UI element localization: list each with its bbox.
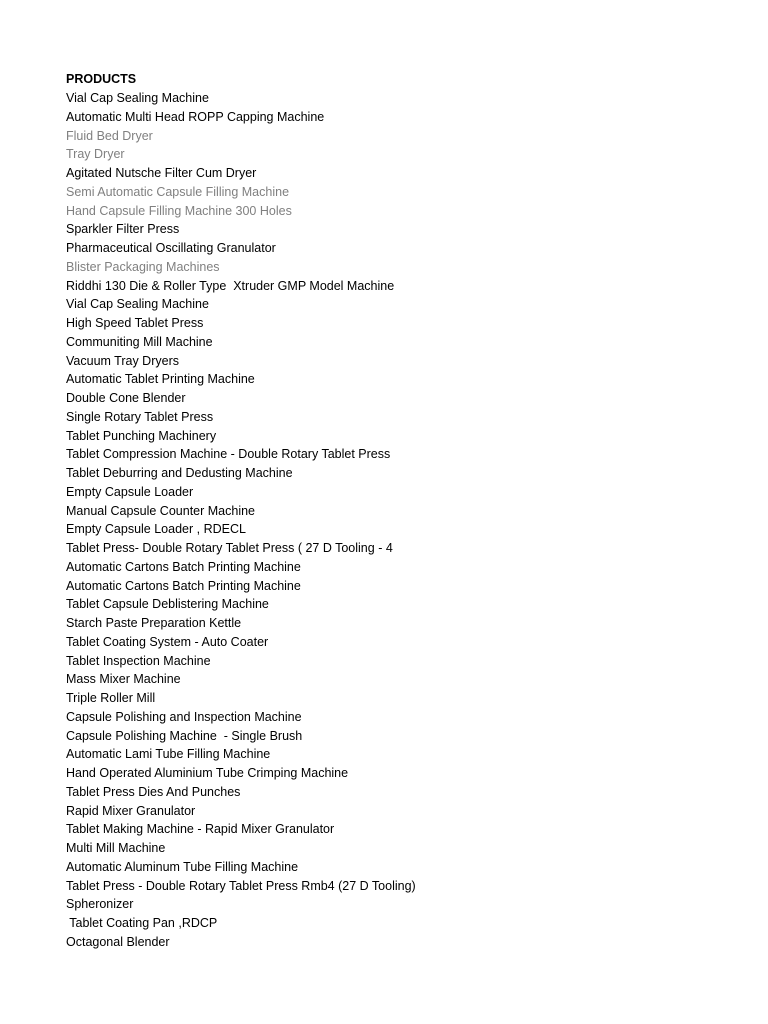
product-list-item: Octagonal Blender bbox=[66, 934, 170, 949]
product-list-item: Empty Capsule Loader , RDECL bbox=[66, 522, 246, 537]
product-list-item: Tablet Compression Machine - Double Rotary Tablet Press bbox=[66, 447, 391, 462]
product-list-item: Vial Cap Sealing Machine bbox=[66, 91, 209, 105]
product-list-item: Tablet Making Machine - Rapid Mixer Granulator bbox=[66, 822, 335, 837]
product-list-item: Agitated Nutsche Filter Cum Dryer bbox=[66, 166, 257, 180]
product-list-item: Empty Capsule Loader bbox=[66, 484, 194, 499]
product-list-item: Tablet Press Dies And Punches bbox=[66, 784, 241, 799]
product-list-item: Tablet Capsule Deblistering Machine bbox=[66, 597, 269, 612]
product-list-item: Rapid Mixer Granulator bbox=[66, 803, 196, 818]
product-list bbox=[66, 89, 748, 952]
product-list-item: Vial Cap Sealing Machine bbox=[66, 297, 209, 312]
product-list-item: Automatic Multi Head ROPP Capping Machine bbox=[66, 109, 325, 124]
product-list-item: Automatic Cartons Batch Printing Machine bbox=[66, 559, 301, 574]
document-page bbox=[66, 70, 748, 952]
product-list-item: Tablet Press - Double Rotary Tablet Press Rmb4 (27 D Tooling) bbox=[66, 878, 416, 893]
product-list-item: Spheronizer bbox=[66, 897, 134, 912]
product-list-item: Automatic Lami Tube Filling Machine bbox=[66, 747, 271, 762]
product-list-item: High Speed Tablet Press bbox=[66, 316, 204, 330]
product-list-item: Blister Packaging Machines bbox=[66, 259, 220, 274]
product-list-item: Tablet Coating Pan ,RDCP bbox=[66, 916, 218, 930]
product-list-item: Tablet Punching Machinery bbox=[66, 428, 217, 443]
product-list-item: Manual Capsule Counter Machine bbox=[66, 503, 255, 518]
product-list-item: Automatic Aluminum Tube Filling Machine bbox=[66, 859, 299, 874]
product-list-item: Vacuum Tray Dryers bbox=[66, 353, 179, 368]
product-list-item: Multi Mill Machine bbox=[66, 841, 166, 855]
product-list-item: Automatic Tablet Printing Machine bbox=[66, 372, 255, 387]
products-heading: PRODUCTS bbox=[66, 72, 137, 86]
product-list-item: Tablet Deburring and Dedusting Machine bbox=[66, 466, 293, 480]
product-list-item: Tablet Inspection Machine bbox=[66, 653, 211, 668]
product-list-item: Starch Paste Preparation Kettle bbox=[66, 616, 242, 630]
product-list-item: Tray Dryer bbox=[66, 147, 125, 162]
product-list-item: Hand Capsule Filling Machine 300 Holes bbox=[66, 203, 292, 218]
product-list-item: Riddhi 130 Die & Roller Type Xtruder GMP Model Machine bbox=[66, 278, 395, 293]
product-list-item: Automatic Cartons Batch Printing Machine bbox=[66, 578, 301, 593]
product-list-item: Capsule Polishing and Inspection Machine bbox=[66, 709, 302, 724]
product-list-item: Triple Roller Mill bbox=[66, 691, 156, 705]
product-list-item: Hand Operated Aluminium Tube Crimping Machine bbox=[66, 766, 349, 780]
product-list-item: Communiting Mill Machine bbox=[66, 334, 213, 349]
product-list-item: Tablet Coating System - Auto Coater bbox=[66, 634, 269, 649]
product-list-item: Pharmaceutical Oscillating Granulator bbox=[66, 241, 276, 255]
product-list-item: Mass Mixer Machine bbox=[66, 672, 181, 687]
product-list-item: Capsule Polishing Machine - Single Brush bbox=[66, 728, 303, 743]
product-list-item: Tablet Press- Double Rotary Tablet Press ( 27 D Tooling - 4 bbox=[66, 541, 393, 555]
product-list-item: Single Rotary Tablet Press bbox=[66, 409, 214, 424]
product-list-item: Fluid Bed Dryer bbox=[66, 128, 153, 143]
product-list-item: Double Cone Blender bbox=[66, 391, 186, 405]
product-list-item: Semi Automatic Capsule Filling Machine bbox=[66, 184, 290, 199]
product-list-item: Sparkler Filter Press bbox=[66, 222, 180, 237]
